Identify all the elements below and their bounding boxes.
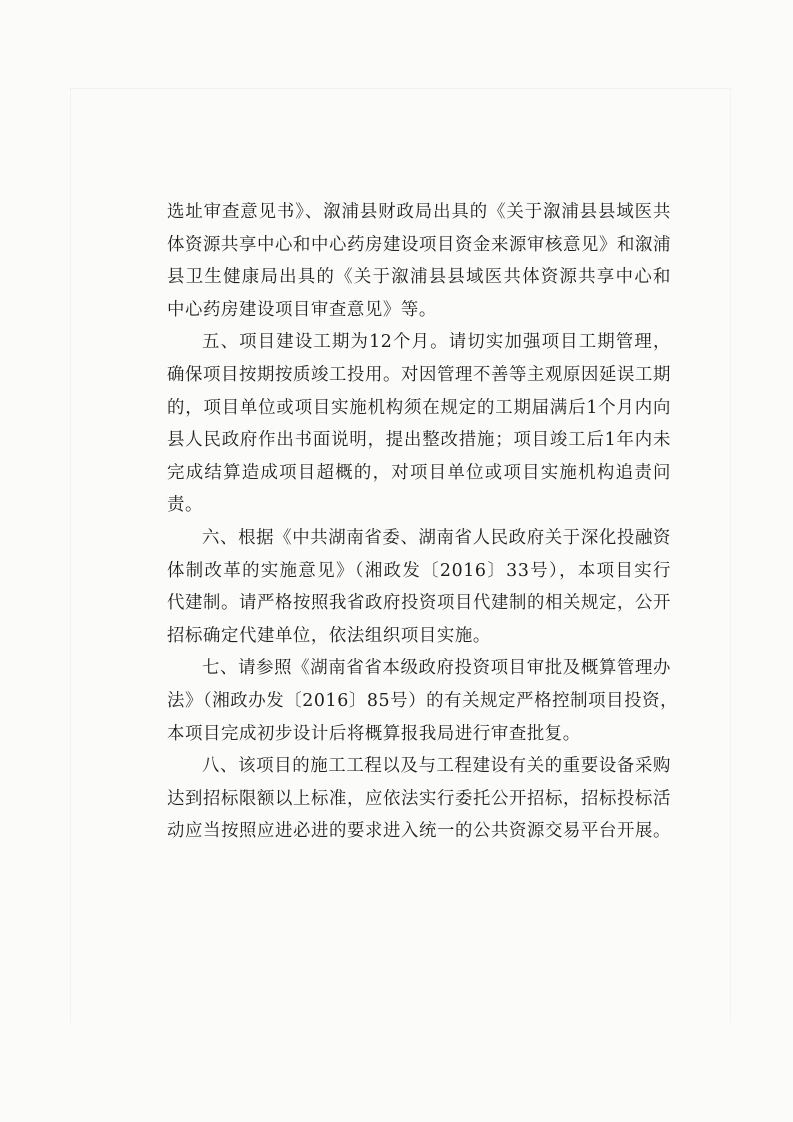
- text-line: 体资源共享中心和中心药房建设项目资金来源审核意见》和溆浦: [167, 234, 671, 255]
- scan-edge: [730, 88, 731, 1023]
- text-line: 达到招标限额以上标准，应依法实行委托公开招标，招标投标活: [167, 788, 671, 809]
- text-line: 动应当按照应进必进的要求进入统一的公共资源交易平台开展。: [167, 821, 671, 842]
- text-line: 县人民政府作出书面说明，提出整改措施；项目竣工后1年内未: [167, 430, 671, 451]
- paragraph-start-line: 八、该项目的施工工程以及与工程建设有关的重要设备采购: [202, 756, 671, 777]
- scan-edge: [70, 88, 730, 89]
- text-line: 招标确定代建单位，依法组织项目实施。: [167, 625, 491, 646]
- text-line: 县卫生健康局出具的《关于溆浦县县域医共体资源共享中心和: [167, 267, 671, 288]
- text-line: 中心药房建设项目审查意见》等。: [167, 299, 437, 320]
- text-line: 的，项目单位或项目实施机构须在规定的工期届满后1个月内向: [167, 397, 671, 418]
- text-line: 责。: [167, 495, 203, 516]
- text-line: 代建制。请严格按照我省政府投资项目代建制的相关规定，公开: [167, 593, 671, 614]
- paragraph-start-line: 五、项目建设工期为12个月。请切实加强项目工期管理，: [202, 332, 671, 353]
- text-line: 选址审查意见书》、溆浦县财政局出具的《关于溆浦县县域医共: [167, 202, 671, 222]
- text-line: 本项目完成初步设计后将概算报我局进行审查批复。: [167, 723, 581, 744]
- text-line: 体制改革的实施意见》（湘政发〔2016〕33号），本项目实行: [167, 560, 671, 581]
- text-line: 完成结算造成项目超概的，对项目单位或项目实施机构追责问: [167, 462, 671, 483]
- text-line: 法》（湘政办发〔2016〕85号）的有关规定严格控制项目投资，: [167, 690, 679, 711]
- text-line: 确保项目按期按质竣工投用。对因管理不善等主观原因延误工期: [167, 364, 671, 385]
- document-body: [167, 196, 679, 848]
- paragraph-start-line: 六、根据《中共湖南省委、湖南省人民政府关于深化投融资: [202, 527, 671, 548]
- paragraph-start-line: 七、请参照《湖南省省本级政府投资项目审批及概算管理办: [202, 658, 671, 679]
- scan-edge: [70, 88, 71, 1023]
